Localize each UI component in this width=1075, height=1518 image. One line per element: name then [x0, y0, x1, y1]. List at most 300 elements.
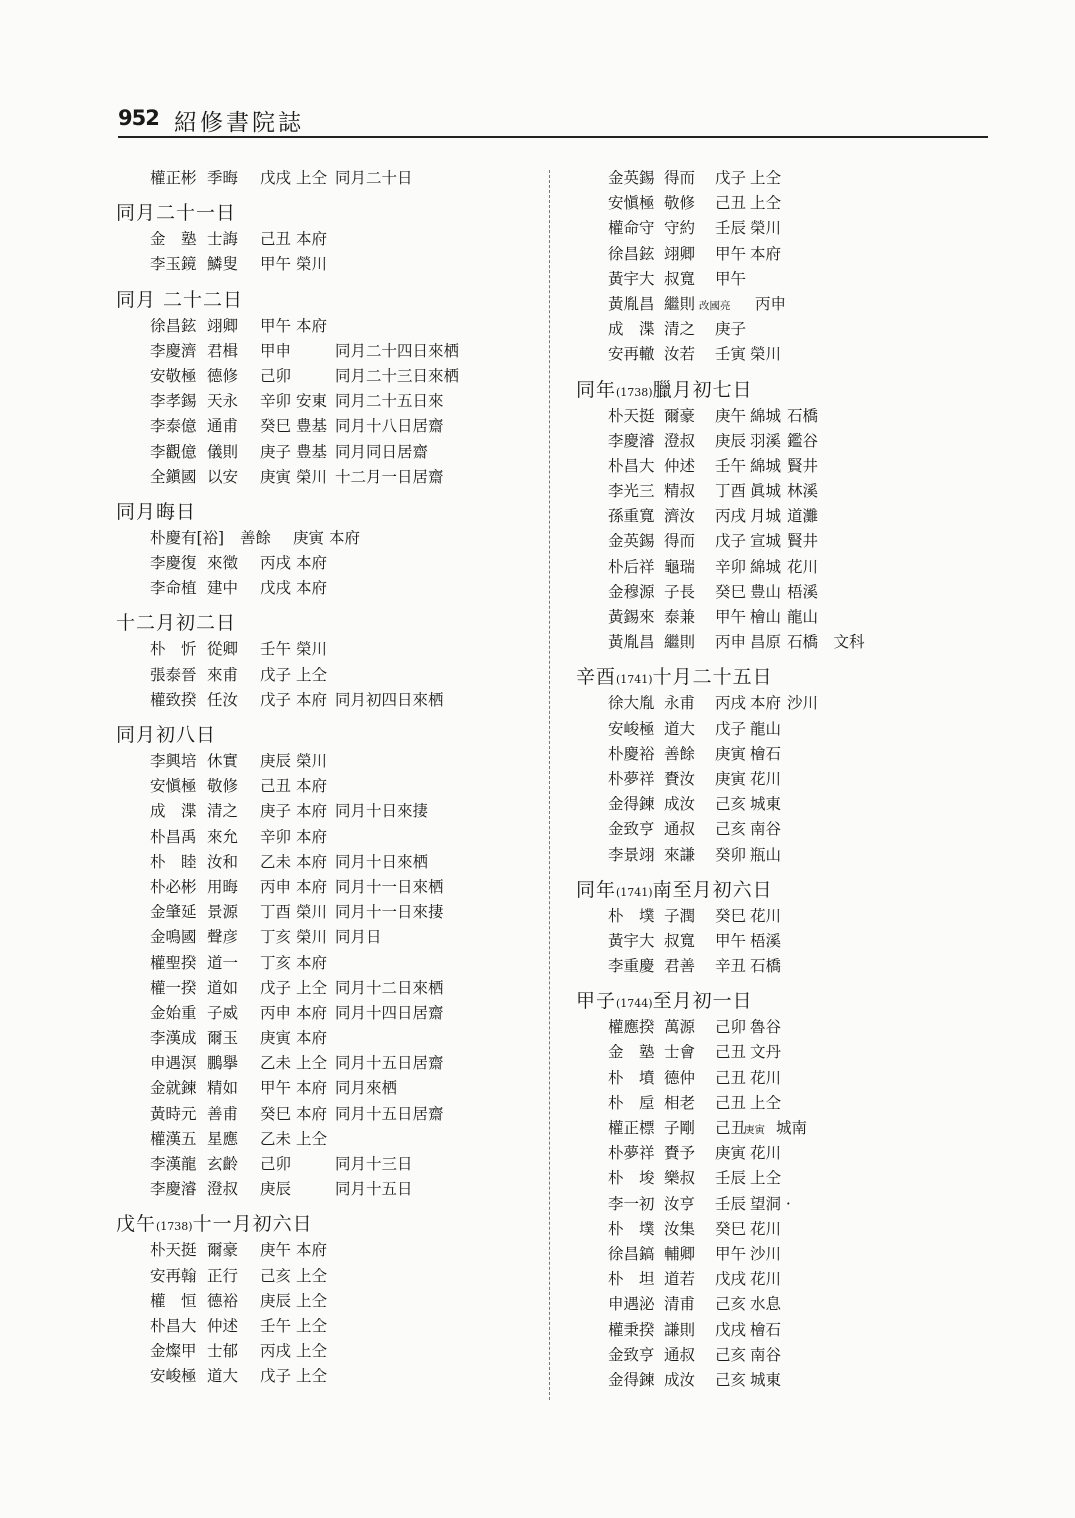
roster-entry	[576, 630, 1006, 655]
roster-entry	[576, 242, 1006, 267]
entry-courtesy-name: 星應	[207, 1129, 239, 1148]
roster-entry	[576, 479, 1006, 504]
entry-birth-year: 己亥	[715, 1370, 747, 1389]
roster-entry	[116, 576, 546, 601]
entry-name: 申遇溟	[150, 1054, 197, 1073]
entry-courtesy-name: 鱗叟	[207, 255, 239, 274]
roster-entry	[576, 1192, 1006, 1217]
section-date	[116, 722, 546, 749]
entry-birth-year: 戊戌	[260, 579, 292, 598]
date-year: (1738)	[616, 385, 653, 399]
roster-entry	[576, 454, 1006, 479]
entry-name: 全鎭國	[150, 467, 197, 486]
entry-birth-year: 乙未	[260, 1054, 292, 1073]
roster-entry	[116, 1026, 546, 1051]
entry-hometown: 本府	[296, 877, 328, 896]
entry-courtesy-name: 相老	[664, 1093, 696, 1112]
entry-remark: 同月日	[335, 928, 382, 947]
entry-name: 黃時元	[150, 1104, 197, 1123]
entry-name: 朴 睦	[150, 852, 197, 871]
entry-courtesy-name: 玄齡	[207, 1155, 239, 1173]
section-date	[576, 988, 1006, 1015]
roster-entry	[576, 1166, 1006, 1191]
roster-entry	[576, 555, 1006, 580]
entry-name: 朴 垕	[608, 1093, 655, 1112]
entry-name: 李慶濟	[150, 341, 197, 360]
entry-name: 金燦甲	[150, 1342, 197, 1361]
entry-remark: 賢井	[787, 456, 819, 475]
section-date	[576, 377, 1006, 404]
entry-birth-year: 庚寅	[715, 744, 747, 763]
entry-remark: 林溪	[787, 482, 819, 501]
entry-courtesy-name: 永甫	[664, 694, 696, 713]
entry-courtesy-name: 爾玉	[207, 1029, 239, 1048]
entry-courtesy-name: 萬源	[664, 1018, 696, 1037]
entry-hometown: 本府	[329, 528, 361, 547]
date-main: 辛酉	[576, 666, 617, 689]
entry-birth-year: 辛卯	[715, 557, 747, 576]
entry-remark: 十二月一日居齋	[335, 467, 444, 486]
entry-hometown: 上仝	[750, 194, 782, 213]
entry-courtesy-name: 來徵	[207, 554, 239, 573]
date-rest: 至月初一日	[652, 990, 753, 1013]
entry-remark: 鑑谷	[787, 431, 819, 450]
entry-birth-year: 庚子	[715, 320, 747, 339]
entry-name: 朴夢祥	[608, 769, 655, 788]
entry-name: 李興培	[150, 752, 197, 770]
entry-hometown: 本府	[296, 230, 328, 249]
roster-entry	[576, 605, 1006, 630]
entry-courtesy-name: 濟汝	[664, 507, 696, 526]
entry-hometown: 花川	[750, 906, 782, 925]
entry-birth-year: 丙申	[260, 1003, 292, 1022]
entry-name: 朴后祥	[608, 557, 655, 576]
entry-courtesy-name: 通叔	[664, 1345, 696, 1364]
entry-name: 李孝錫	[150, 392, 197, 411]
entry-remark: 道灘	[787, 507, 819, 526]
entry-courtesy-name: 道大	[207, 1367, 239, 1386]
entry-birth-year: 癸卯	[715, 845, 747, 864]
entry-remark: 花川	[787, 557, 819, 576]
entry-name: 成 渫	[150, 802, 197, 821]
entry-birth-year: 己亥	[715, 1295, 747, 1314]
roster-entry	[576, 267, 1006, 292]
entry-hometown: 本府	[296, 802, 328, 821]
entry-hometown: 榮川	[296, 752, 328, 770]
entry-courtesy-name: 賚汝	[664, 769, 696, 788]
entry-hometown: 上仝	[750, 1169, 782, 1188]
entry-hometown: 豊基	[296, 417, 328, 436]
entry-courtesy-name: 爾豪	[664, 406, 696, 425]
entry-hometown: 上仝	[296, 1054, 328, 1073]
entry-hometown: 本府	[296, 1029, 328, 1048]
entry-name: 黃胤昌	[608, 633, 655, 652]
entry-courtesy-name: 汝亨	[664, 1194, 696, 1213]
entry-birth-year: 庚寅	[260, 1029, 292, 1048]
entry-hometown: 綿城	[750, 557, 782, 576]
entry-birth-year: 己丑	[715, 1068, 747, 1087]
entry-courtesy-name: 君楫	[207, 341, 239, 360]
entry-courtesy-name: 叔寬	[664, 931, 696, 950]
roster-entry	[576, 717, 1006, 742]
entry-name: 朴天挺	[608, 406, 655, 425]
entry-name: 金 塾	[608, 1043, 655, 1062]
roster-entry	[116, 900, 546, 925]
entry-courtesy-name: 道大	[664, 719, 696, 738]
entry-courtesy-name: 得而	[664, 169, 696, 187]
roster-entry	[116, 663, 546, 688]
date-main: 戊午	[116, 1213, 157, 1236]
entry-name: 朴 墣	[608, 1219, 655, 1238]
roster-section	[576, 877, 1006, 980]
entry-birth-year: 甲午	[260, 1079, 292, 1098]
entry-hometown: 豊基	[296, 442, 328, 461]
entry-hometown: 望洞 ·	[750, 1194, 791, 1213]
date-rest: 南至月初六日	[652, 878, 773, 901]
entry-birth-year: 庚寅	[293, 528, 325, 547]
entry-name: 黃胤昌	[608, 294, 655, 313]
entry-remark: 同月初四日來栖	[335, 690, 444, 709]
entry-courtesy-name: 士會	[664, 1043, 696, 1062]
entry-birth-year: 壬午	[260, 640, 292, 659]
entry-birth-year: 庚辰	[260, 1180, 292, 1199]
date-year: (1741)	[616, 885, 653, 899]
entry-name: 安再轍	[608, 345, 655, 364]
roster-entry	[576, 1318, 1006, 1343]
entry-hometown: 榮川	[750, 219, 782, 238]
section-date	[576, 877, 1006, 904]
roster-entry	[116, 526, 546, 551]
entry-birth-year: 戊戌	[715, 1320, 747, 1339]
entry-birth-year: 戊子	[260, 978, 292, 997]
entry-birth-year: 丁亥	[260, 953, 292, 972]
entry-courtesy-name: 得而	[664, 532, 696, 551]
entry-birth-year: 甲午	[715, 1244, 747, 1263]
entry-hometown: 本府	[750, 244, 782, 263]
entry-hometown: 昌原	[750, 633, 782, 652]
entry-remark: 同月十五日	[335, 1180, 413, 1199]
entry-name: 朴昌禹	[150, 827, 197, 846]
entry-name: 申遇泌	[608, 1295, 655, 1314]
roster-section	[576, 377, 1006, 656]
entry-birth-year: 辛卯	[260, 827, 292, 846]
roster-entry	[576, 1242, 1006, 1267]
entry-courtesy-name: 泰兼	[664, 608, 696, 626]
entry-courtesy-name: 天永	[207, 392, 239, 411]
roster-entry	[576, 1091, 1006, 1116]
entry-name: 權 恒	[150, 1291, 197, 1310]
entry-name: 金英錫	[608, 169, 655, 187]
entry-name: 朴慶有[裕]	[150, 528, 225, 547]
roster-entry	[116, 364, 546, 389]
left-column	[116, 166, 546, 1399]
entry-name: 權正標	[608, 1119, 655, 1137]
date-main: 同年	[576, 378, 617, 401]
entry-name: 成 渫	[608, 320, 655, 339]
entry-remark: 同月十一日來栖	[335, 877, 444, 896]
entry-birth-year: 己丑	[715, 1043, 747, 1062]
entry-name: 金穆源	[608, 582, 655, 601]
entry-birth-year: 壬午	[715, 456, 747, 475]
entry-name: 權秉揆	[608, 1320, 655, 1339]
roster-entry	[576, 429, 1006, 454]
entry-remark: 同月二十三日來栖	[335, 366, 460, 385]
entry-remark: 賢井	[787, 532, 819, 551]
entry-courtesy-name: 繼則	[664, 294, 696, 313]
entry-remark: 同月二十日	[335, 169, 413, 187]
entry-birth-year: 甲午	[715, 608, 747, 626]
entry-birth-year: 己卯	[260, 1155, 292, 1173]
roster-section	[116, 499, 546, 602]
entry-birth-year: 己卯	[715, 1018, 747, 1037]
entry-name: 徐昌鉉	[150, 316, 197, 335]
entry-hometown: 花川	[750, 1068, 782, 1087]
entry-name: 李慶濬	[608, 431, 655, 450]
entry-hometown: 上仝	[750, 1093, 782, 1112]
entry-hometown: 上仝	[296, 1129, 328, 1148]
entry-courtesy-name: 翊卿	[207, 316, 239, 335]
roster-entry	[116, 1152, 546, 1177]
entry-name: 金致亨	[608, 1345, 655, 1364]
entry-hometown: 本府	[296, 777, 328, 796]
entry-birth-year: 癸巳	[260, 417, 292, 436]
entry-remark: 同月十一日來捿	[335, 903, 444, 922]
entry-name: 安愼極	[150, 777, 197, 796]
entry-hometown: 上仝	[296, 1291, 328, 1310]
entry-birth-year: 丁亥	[260, 928, 292, 947]
entry-courtesy-name: 士誨	[207, 230, 239, 249]
entry-birth-year: 己亥	[260, 1266, 292, 1285]
entry-courtesy-name: 仲述	[207, 1316, 239, 1335]
entry-courtesy-name: 守約	[664, 219, 696, 238]
entry-hometown: 榮川	[296, 255, 328, 274]
entry-name: 黃宇大	[608, 269, 655, 288]
roster-entry	[576, 404, 1006, 429]
entry-birth-year: 戊子	[260, 1367, 292, 1386]
entry-hometown: 南谷	[750, 1345, 782, 1364]
roster-entry	[576, 1116, 1006, 1141]
entry-hometown: 本府	[296, 1003, 328, 1022]
entry-birth-year: 壬辰	[715, 219, 747, 238]
entry-hometown: 文丹	[750, 1043, 782, 1062]
entry-hometown: 沙川	[750, 1244, 782, 1263]
entry-hometown: 上仝	[296, 1316, 328, 1335]
entry-remark: 同月十八日居齋	[335, 417, 444, 436]
entry-name: 權聖揆	[150, 953, 197, 972]
roster-entry	[576, 691, 1006, 716]
entry-name: 安愼極	[608, 194, 655, 213]
entry-courtesy-name: 休實	[207, 752, 239, 770]
entry-name: 安峻極	[608, 719, 655, 738]
entry-remark: 同月十五日居齋	[335, 1104, 444, 1123]
entry-name: 黃錫來	[608, 608, 655, 626]
entry-birth-year: 戊子	[260, 665, 292, 684]
entry-hometown: 本府	[296, 554, 328, 573]
entry-hometown: 上仝	[296, 1266, 328, 1285]
roster-section	[116, 200, 546, 277]
entry-courtesy-name: 鵬擧	[207, 1054, 239, 1073]
entry-birth-year: 丙申	[260, 877, 292, 896]
entry-hometown: 上仝	[296, 665, 328, 684]
entry-name: 朴夢祥	[608, 1144, 655, 1163]
roster-entry	[116, 1001, 546, 1026]
entry-birth-year: 甲午	[260, 255, 292, 274]
entry-name: 李命植	[150, 579, 197, 598]
entry-birth-year: 丙申	[755, 294, 787, 313]
entry-name: 金致亨	[608, 820, 655, 839]
entry-courtesy-name: 翊卿	[664, 244, 696, 263]
entry-courtesy-name: 以安	[207, 467, 239, 486]
entry-hometown: 本府	[296, 852, 328, 871]
entry-courtesy-note: 改國亮	[699, 299, 731, 312]
entry-name: 張泰晉	[150, 665, 197, 684]
entry-hometown: 豊山	[750, 582, 782, 601]
date-main: 十二月初二日	[116, 612, 237, 635]
roster-entry	[116, 339, 546, 364]
date-year: (1744)	[616, 997, 653, 1011]
entry-birth-year: 庚辰	[715, 431, 747, 450]
entry-birth-year: 乙未	[260, 1129, 292, 1148]
entry-birth-year: 己卯	[260, 366, 292, 385]
entry-courtesy-name: 爾豪	[207, 1241, 239, 1260]
page-number: 952	[118, 106, 159, 130]
roster-entry	[576, 742, 1006, 767]
entry-hometown: 石橋	[750, 957, 782, 976]
roster-entry	[116, 749, 546, 774]
roster-entry	[576, 191, 1006, 216]
entry-birth-year: 己亥	[715, 820, 747, 839]
roster-section	[116, 610, 546, 713]
entry-name: 金 塾	[150, 230, 197, 249]
entry-courtesy-name: 用晦	[207, 877, 239, 896]
entry-courtesy-name: 仲述	[664, 456, 696, 475]
entry-hometown: 魯谷	[750, 1018, 782, 1037]
entry-birth-year: 壬辰	[715, 1169, 747, 1188]
entry-hometown: 上仝	[296, 978, 328, 997]
entry-courtesy-name: 從卿	[207, 640, 239, 659]
date-rest: 臘月初七日	[652, 378, 753, 401]
date-rest: 十月二十五日	[652, 666, 773, 689]
roster-section	[576, 166, 1006, 368]
entry-courtesy-name: 季晦	[207, 169, 239, 187]
entry-courtesy-name: 德修	[207, 366, 239, 385]
entry-hometown: 月城	[750, 507, 782, 526]
entry-name: 黃宇大	[608, 931, 655, 950]
roster-entry	[116, 1264, 546, 1289]
roster-entry	[576, 1217, 1006, 1242]
roster-entry	[576, 1267, 1006, 1292]
entry-birth-year: 丙戌	[715, 694, 747, 713]
entry-birth-year: 辛卯	[260, 392, 292, 411]
entry-birth-year: 戊子	[715, 719, 747, 738]
roster-entry	[116, 799, 546, 824]
entry-birth-year: 甲午	[715, 269, 747, 288]
entry-hometown: 宣城	[750, 532, 782, 551]
entry-birth-year: 庚子	[260, 442, 292, 461]
entry-courtesy-name: 汝若	[664, 345, 696, 364]
entry-hometown: 上仝	[750, 169, 782, 187]
entry-remark: 石橋	[787, 406, 819, 425]
entry-courtesy-name: 士郁	[207, 1342, 239, 1361]
entry-courtesy-name: 汝和	[207, 852, 239, 871]
entry-courtesy-name: 子長	[664, 582, 696, 601]
entry-courtesy-name: 通甫	[207, 417, 239, 436]
entry-courtesy-name: 樂叔	[664, 1169, 696, 1188]
entry-hometown: 上仝	[296, 1342, 328, 1361]
roster-entry	[576, 1368, 1006, 1393]
entry-courtesy-name: 清之	[207, 802, 239, 821]
roster-entry	[116, 314, 546, 339]
entry-hometown: 本府	[296, 1079, 328, 1098]
entry-hometown: 上仝	[296, 169, 328, 187]
entry-name: 徐大胤	[608, 694, 655, 713]
entry-birth-year: 丙戌	[715, 507, 747, 526]
entry-hometown: 羽溪	[750, 431, 782, 450]
entry-birth-year: 甲午	[715, 931, 747, 950]
entry-hometown: 綿城	[750, 456, 782, 475]
entry-courtesy-name: 繼則	[664, 633, 696, 652]
entry-hometown: 花川	[750, 1219, 782, 1238]
roster-entry	[116, 414, 546, 439]
entry-courtesy-name: 君善	[664, 957, 696, 976]
entry-courtesy-name: 道如	[207, 978, 239, 997]
date-main: 同月晦日	[116, 500, 197, 523]
entry-birth-year: 壬午	[260, 1316, 292, 1335]
entry-hometown: 本府	[296, 953, 328, 972]
date-year: (1741)	[616, 673, 653, 687]
date-main: 同月 二十二日	[116, 288, 244, 311]
entry-name: 金鳴國	[150, 928, 197, 947]
roster-entry	[116, 1051, 546, 1076]
roster-entry	[576, 1066, 1006, 1091]
roster-entry	[576, 954, 1006, 979]
roster-entry	[116, 551, 546, 576]
roster-entry	[116, 976, 546, 1001]
roster-entry	[576, 580, 1006, 605]
entry-name: 李光三	[608, 482, 655, 501]
roster-entry	[576, 1343, 1006, 1368]
entry-courtesy-name: 澄叔	[207, 1180, 239, 1199]
entry-name: 李玉鏡	[150, 255, 197, 274]
right-column	[576, 166, 1006, 1402]
entry-birth-year: 丁酉	[715, 482, 747, 501]
entry-courtesy-name: 聲彦	[207, 928, 239, 947]
entry-name: 朴 埈	[608, 1169, 655, 1188]
roster-entry	[576, 529, 1006, 554]
entry-birth-year: 丁酉	[260, 903, 292, 922]
entry-hometown: 綿城	[750, 406, 782, 425]
entry-birth-year: 庚午	[260, 1241, 292, 1260]
entry-courtesy-name: 來謙	[664, 845, 696, 864]
entry-birth-year: 癸巳	[715, 906, 747, 925]
entry-name: 李漢成	[150, 1029, 197, 1048]
entry-birth-year: 丙申	[715, 633, 747, 652]
entry-courtesy-name: 叔寬	[664, 269, 696, 288]
entry-name: 權一揆	[150, 978, 197, 997]
entry-name: 安再翰	[150, 1266, 197, 1285]
entry-courtesy-name: 善餘	[240, 528, 272, 547]
entry-name: 李重慶	[608, 957, 655, 976]
roster-entry	[576, 904, 1006, 929]
entry-birth-year: 戊子	[260, 690, 292, 709]
roster-entry	[116, 252, 546, 277]
entry-name: 金得鍊	[608, 1370, 655, 1389]
roster-entry	[116, 1177, 546, 1202]
entry-birth-year: 壬辰	[715, 1194, 747, 1213]
roster-entry	[116, 227, 546, 252]
entry-courtesy-name: 精叔	[664, 482, 696, 501]
entry-name: 李泰億	[150, 417, 197, 436]
